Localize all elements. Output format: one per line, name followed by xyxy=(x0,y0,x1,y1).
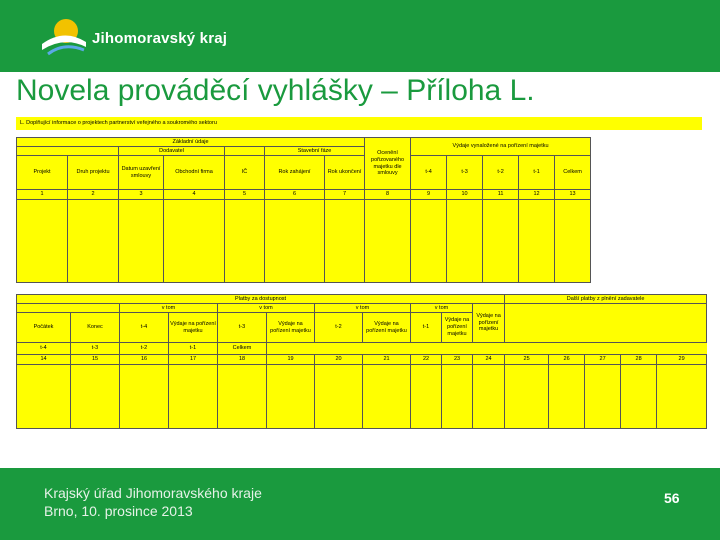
column-number: 13 xyxy=(555,190,591,200)
col-t3: t-3 xyxy=(447,156,483,190)
data-cell xyxy=(267,365,315,429)
column-number: 29 xyxy=(657,355,707,365)
column-number: 16 xyxy=(120,355,169,365)
data-cell xyxy=(68,200,119,283)
data-cell xyxy=(225,200,265,283)
of-which-label: v tom xyxy=(218,304,315,313)
data-cell xyxy=(315,365,363,429)
data-cell xyxy=(17,200,68,283)
column-number: 3 xyxy=(119,190,164,200)
blank-cell xyxy=(225,147,265,156)
blank-cell xyxy=(505,304,707,343)
col-start-year: Rok zahájení xyxy=(265,156,325,190)
column-number: 9 xyxy=(411,190,447,200)
column-number: 8 xyxy=(365,190,411,200)
column-number: 6 xyxy=(265,190,325,200)
col-project: Projekt xyxy=(17,156,68,190)
data-cell xyxy=(265,200,325,283)
column-number: 25 xyxy=(505,355,549,365)
group-acquisition-expenses: Výdaje vynaložené na pořízení majetku xyxy=(411,138,591,156)
data-cell xyxy=(585,365,621,429)
data-cell xyxy=(365,200,411,283)
col-valuation: Ocenění pořizovaného majetku dle smlouvy xyxy=(365,138,411,190)
col-t3: t-3 xyxy=(218,313,267,343)
data-cell xyxy=(473,365,505,429)
region-logo-icon xyxy=(40,14,88,58)
basic-info-table xyxy=(16,137,591,283)
group-other-payments: Další platby z plnění zadavatele xyxy=(505,295,707,304)
of-which-label: v tom xyxy=(315,304,411,313)
col-t4: t-4 xyxy=(17,343,71,355)
data-cell xyxy=(411,365,442,429)
column-number: 24 xyxy=(473,355,505,365)
column-number: 23 xyxy=(442,355,473,365)
column-number: 1 xyxy=(17,190,68,200)
col-expenses: Výdaje na pořízení majetku xyxy=(363,313,411,343)
data-cell xyxy=(657,365,707,429)
col-end-year: Rok ukončení xyxy=(325,156,365,190)
column-number: 5 xyxy=(225,190,265,200)
data-cell xyxy=(447,200,483,283)
footer-info xyxy=(44,484,262,520)
col-contract-date: Datum uzavření smlouvy xyxy=(119,156,164,190)
payments-table xyxy=(16,294,707,429)
data-cell xyxy=(164,200,225,283)
page-number: 56 xyxy=(664,490,680,506)
column-number: 20 xyxy=(315,355,363,365)
data-cell xyxy=(505,365,549,429)
column-number: 22 xyxy=(411,355,442,365)
column-number: 14 xyxy=(17,355,71,365)
col-t4: t-4 xyxy=(120,313,169,343)
data-cell xyxy=(120,365,169,429)
column-number: 10 xyxy=(447,190,483,200)
of-which-label: v tom xyxy=(120,304,218,313)
column-number: 11 xyxy=(483,190,519,200)
group-availability-payments: Platby za dostupnost xyxy=(17,295,505,304)
data-cell xyxy=(169,365,218,429)
column-number: 19 xyxy=(267,355,315,365)
col-t3: t-3 xyxy=(71,343,120,355)
col-project-type: Druh projektu xyxy=(68,156,119,190)
data-cell xyxy=(71,365,120,429)
data-cell xyxy=(218,365,267,429)
col-expenses: Výdaje na pořízení majetku xyxy=(442,313,473,343)
column-number: 12 xyxy=(519,190,555,200)
data-cell xyxy=(555,200,591,283)
col-t2: t-2 xyxy=(483,156,519,190)
table-caption: L. Doplňující informace o projektech partnerství veřejného a soukromého sektoru xyxy=(16,117,702,130)
data-cell xyxy=(119,200,164,283)
data-cell xyxy=(363,365,411,429)
col-end: Konec xyxy=(71,313,120,343)
data-cell xyxy=(325,200,365,283)
blank-cell xyxy=(17,304,120,313)
col-t2: t-2 xyxy=(315,313,363,343)
page-title: Novela prováděcí vyhlášky – Příloha L. xyxy=(16,74,535,107)
col-expenses-total: Výdaje na pořízení majetku xyxy=(473,304,505,343)
data-cell xyxy=(519,200,555,283)
col-total: Celkem xyxy=(555,156,591,190)
column-number: 27 xyxy=(585,355,621,365)
group-basic-info: Základní údaje xyxy=(17,138,365,147)
col-t1: t-1 xyxy=(411,313,442,343)
blank-cell xyxy=(17,147,119,156)
col-ic: IČ xyxy=(225,156,265,190)
col-t1: t-1 xyxy=(169,343,218,355)
data-cell xyxy=(549,365,585,429)
footer-date: Brno, 10. prosince 2013 xyxy=(44,503,193,519)
logo-text: Jihomoravský kraj xyxy=(92,30,228,47)
group-construction-phase: Stavební fáze xyxy=(265,147,365,156)
column-number: 26 xyxy=(549,355,585,365)
column-number: 2 xyxy=(68,190,119,200)
of-which-label: v tom xyxy=(411,304,473,313)
col-expenses: Výdaje na pořízení majetku xyxy=(267,313,315,343)
col-t1: t-1 xyxy=(519,156,555,190)
data-cell xyxy=(442,365,473,429)
column-number: 28 xyxy=(621,355,657,365)
col-total: Celkem xyxy=(218,343,267,355)
col-company-name: Obchodní firma xyxy=(164,156,225,190)
data-cell xyxy=(411,200,447,283)
data-cell xyxy=(621,365,657,429)
col-t2: t-2 xyxy=(120,343,169,355)
group-supplier: Dodavatel xyxy=(119,147,225,156)
data-cell xyxy=(483,200,519,283)
column-number: 17 xyxy=(169,355,218,365)
col-expenses: Výdaje na pořízení majetku xyxy=(169,313,218,343)
column-number: 21 xyxy=(363,355,411,365)
column-number: 15 xyxy=(71,355,120,365)
footer-office: Krajský úřad Jihomoravského kraje xyxy=(44,485,262,501)
column-number: 4 xyxy=(164,190,225,200)
column-number: 18 xyxy=(218,355,267,365)
column-number: 7 xyxy=(325,190,365,200)
data-cell xyxy=(17,365,71,429)
col-t4: t-4 xyxy=(411,156,447,190)
col-start: Počátek xyxy=(17,313,71,343)
